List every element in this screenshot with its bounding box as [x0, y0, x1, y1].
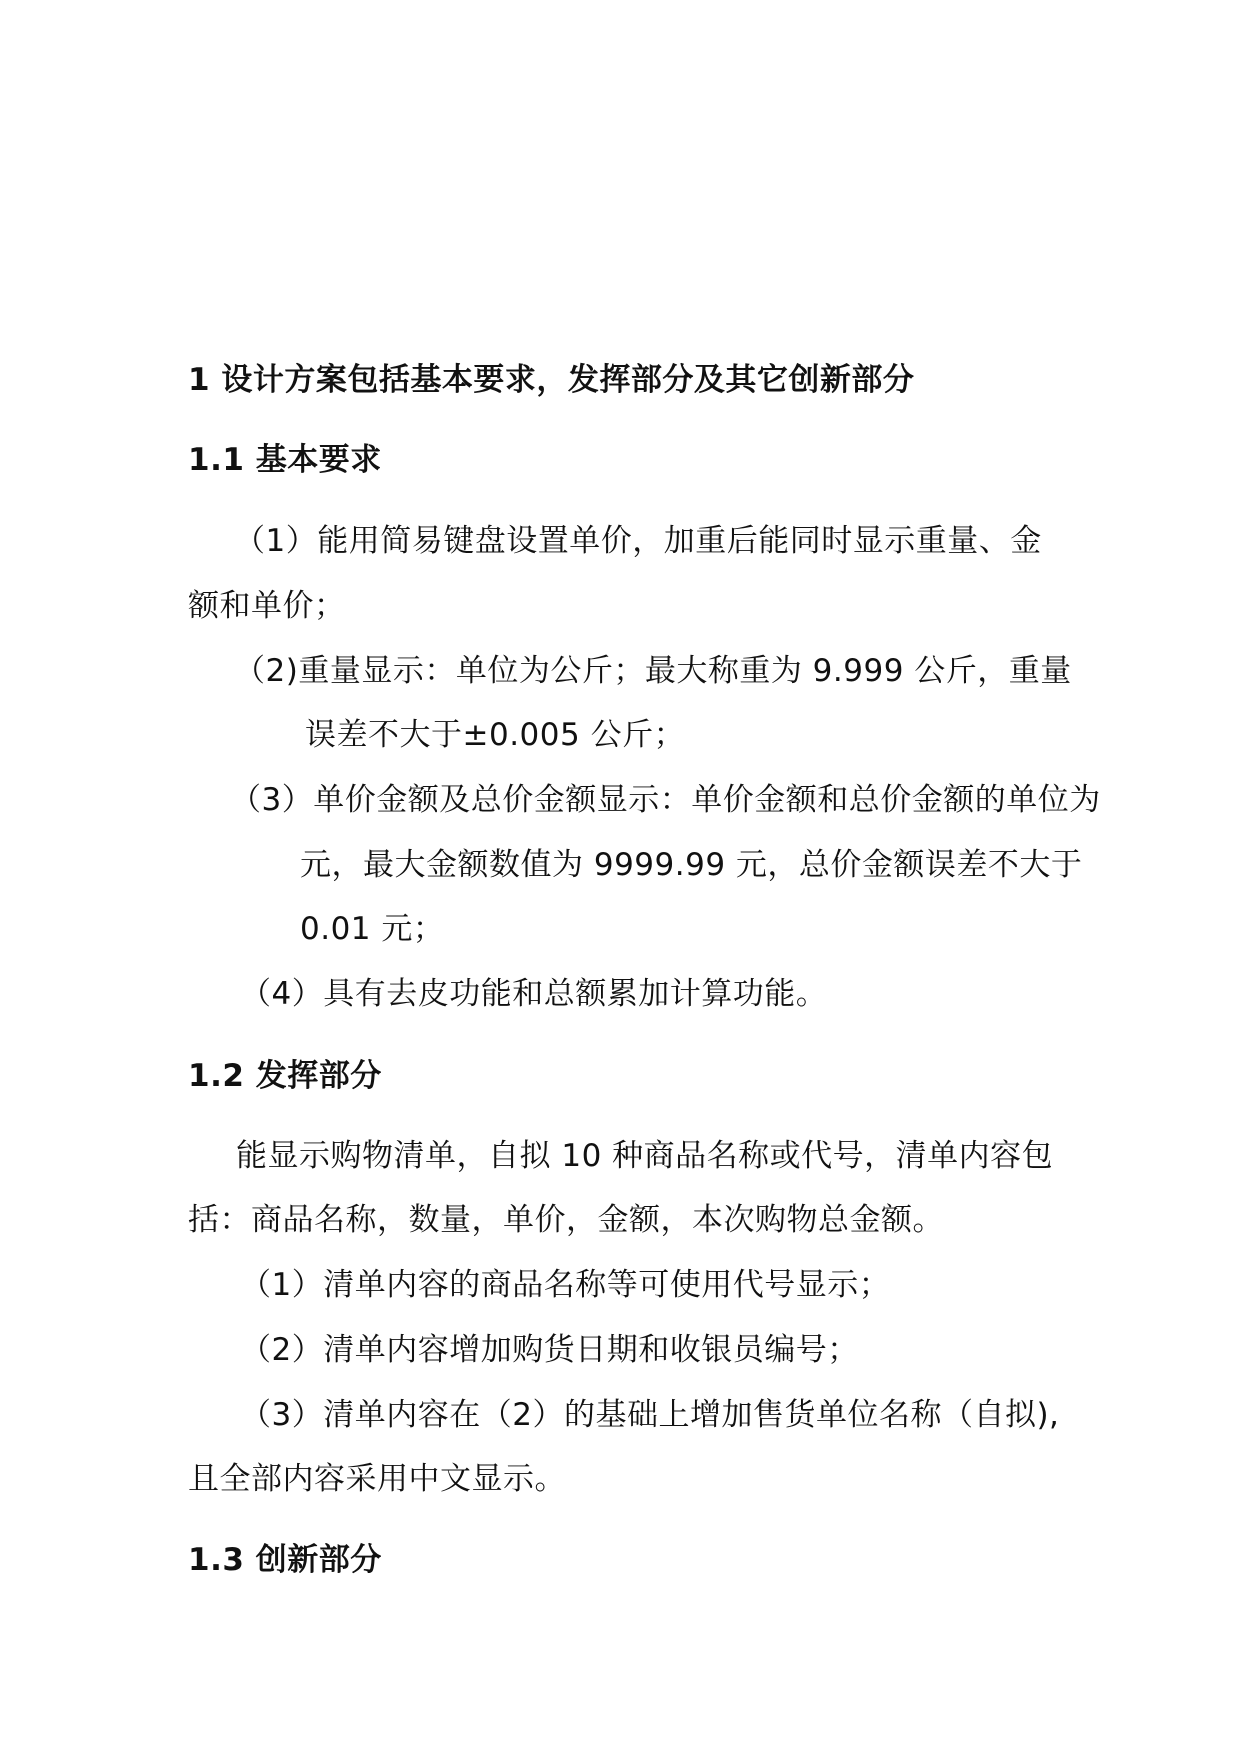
- basic-item-4: （4）具有去皮功能和总额累加计算功能。: [240, 976, 828, 1012]
- basic-item-3-line-2: 元，最大金额数值为 9999.99 元，总价金额误差不大于: [300, 847, 1083, 883]
- heading-1: 1 设计方案包括基本要求，发挥部分及其它创新部分: [188, 362, 915, 398]
- extended-intro-line-1: 能显示购物清单，自拟 10 种商品名称或代号，清单内容包: [236, 1138, 1054, 1174]
- basic-item-1-line-2: 额和单价；: [188, 588, 346, 624]
- basic-item-2-line-2: 误差不大于±0.005 公斤；: [305, 717, 686, 753]
- section-1-3-title: 1.3 创新部分: [188, 1542, 382, 1578]
- extended-intro-line-2: 括：商品名称，数量，单价，金额，本次购物总金额。: [188, 1202, 944, 1238]
- extended-item-3-line-2: 且全部内容采用中文显示。: [188, 1461, 566, 1497]
- basic-item-3-line-3: 0.01 元；: [300, 911, 445, 947]
- section-1-1-title: 1.1 基本要求: [188, 442, 382, 478]
- basic-item-2-line-1: （2)重量显示：单位为公斤；最大称重为 9.999 公斤，重量: [234, 653, 1072, 689]
- extended-item-3-line-1: （3）清单内容在（2）的基础上增加售货单位名称（自拟),: [240, 1397, 1060, 1433]
- basic-item-3-line-1: （3）单价金额及总价金额显示：单价金额和总价金额的单位为: [230, 782, 1101, 818]
- extended-item-2: （2）清单内容增加购货日期和收银员编号；: [240, 1332, 859, 1368]
- section-1-2-title: 1.2 发挥部分: [188, 1058, 382, 1094]
- extended-item-1: （1）清单内容的商品名称等可使用代号显示；: [240, 1267, 891, 1303]
- basic-item-1-line-1: （1）能用简易键盘设置单价，加重后能同时显示重量、金: [234, 523, 1042, 559]
